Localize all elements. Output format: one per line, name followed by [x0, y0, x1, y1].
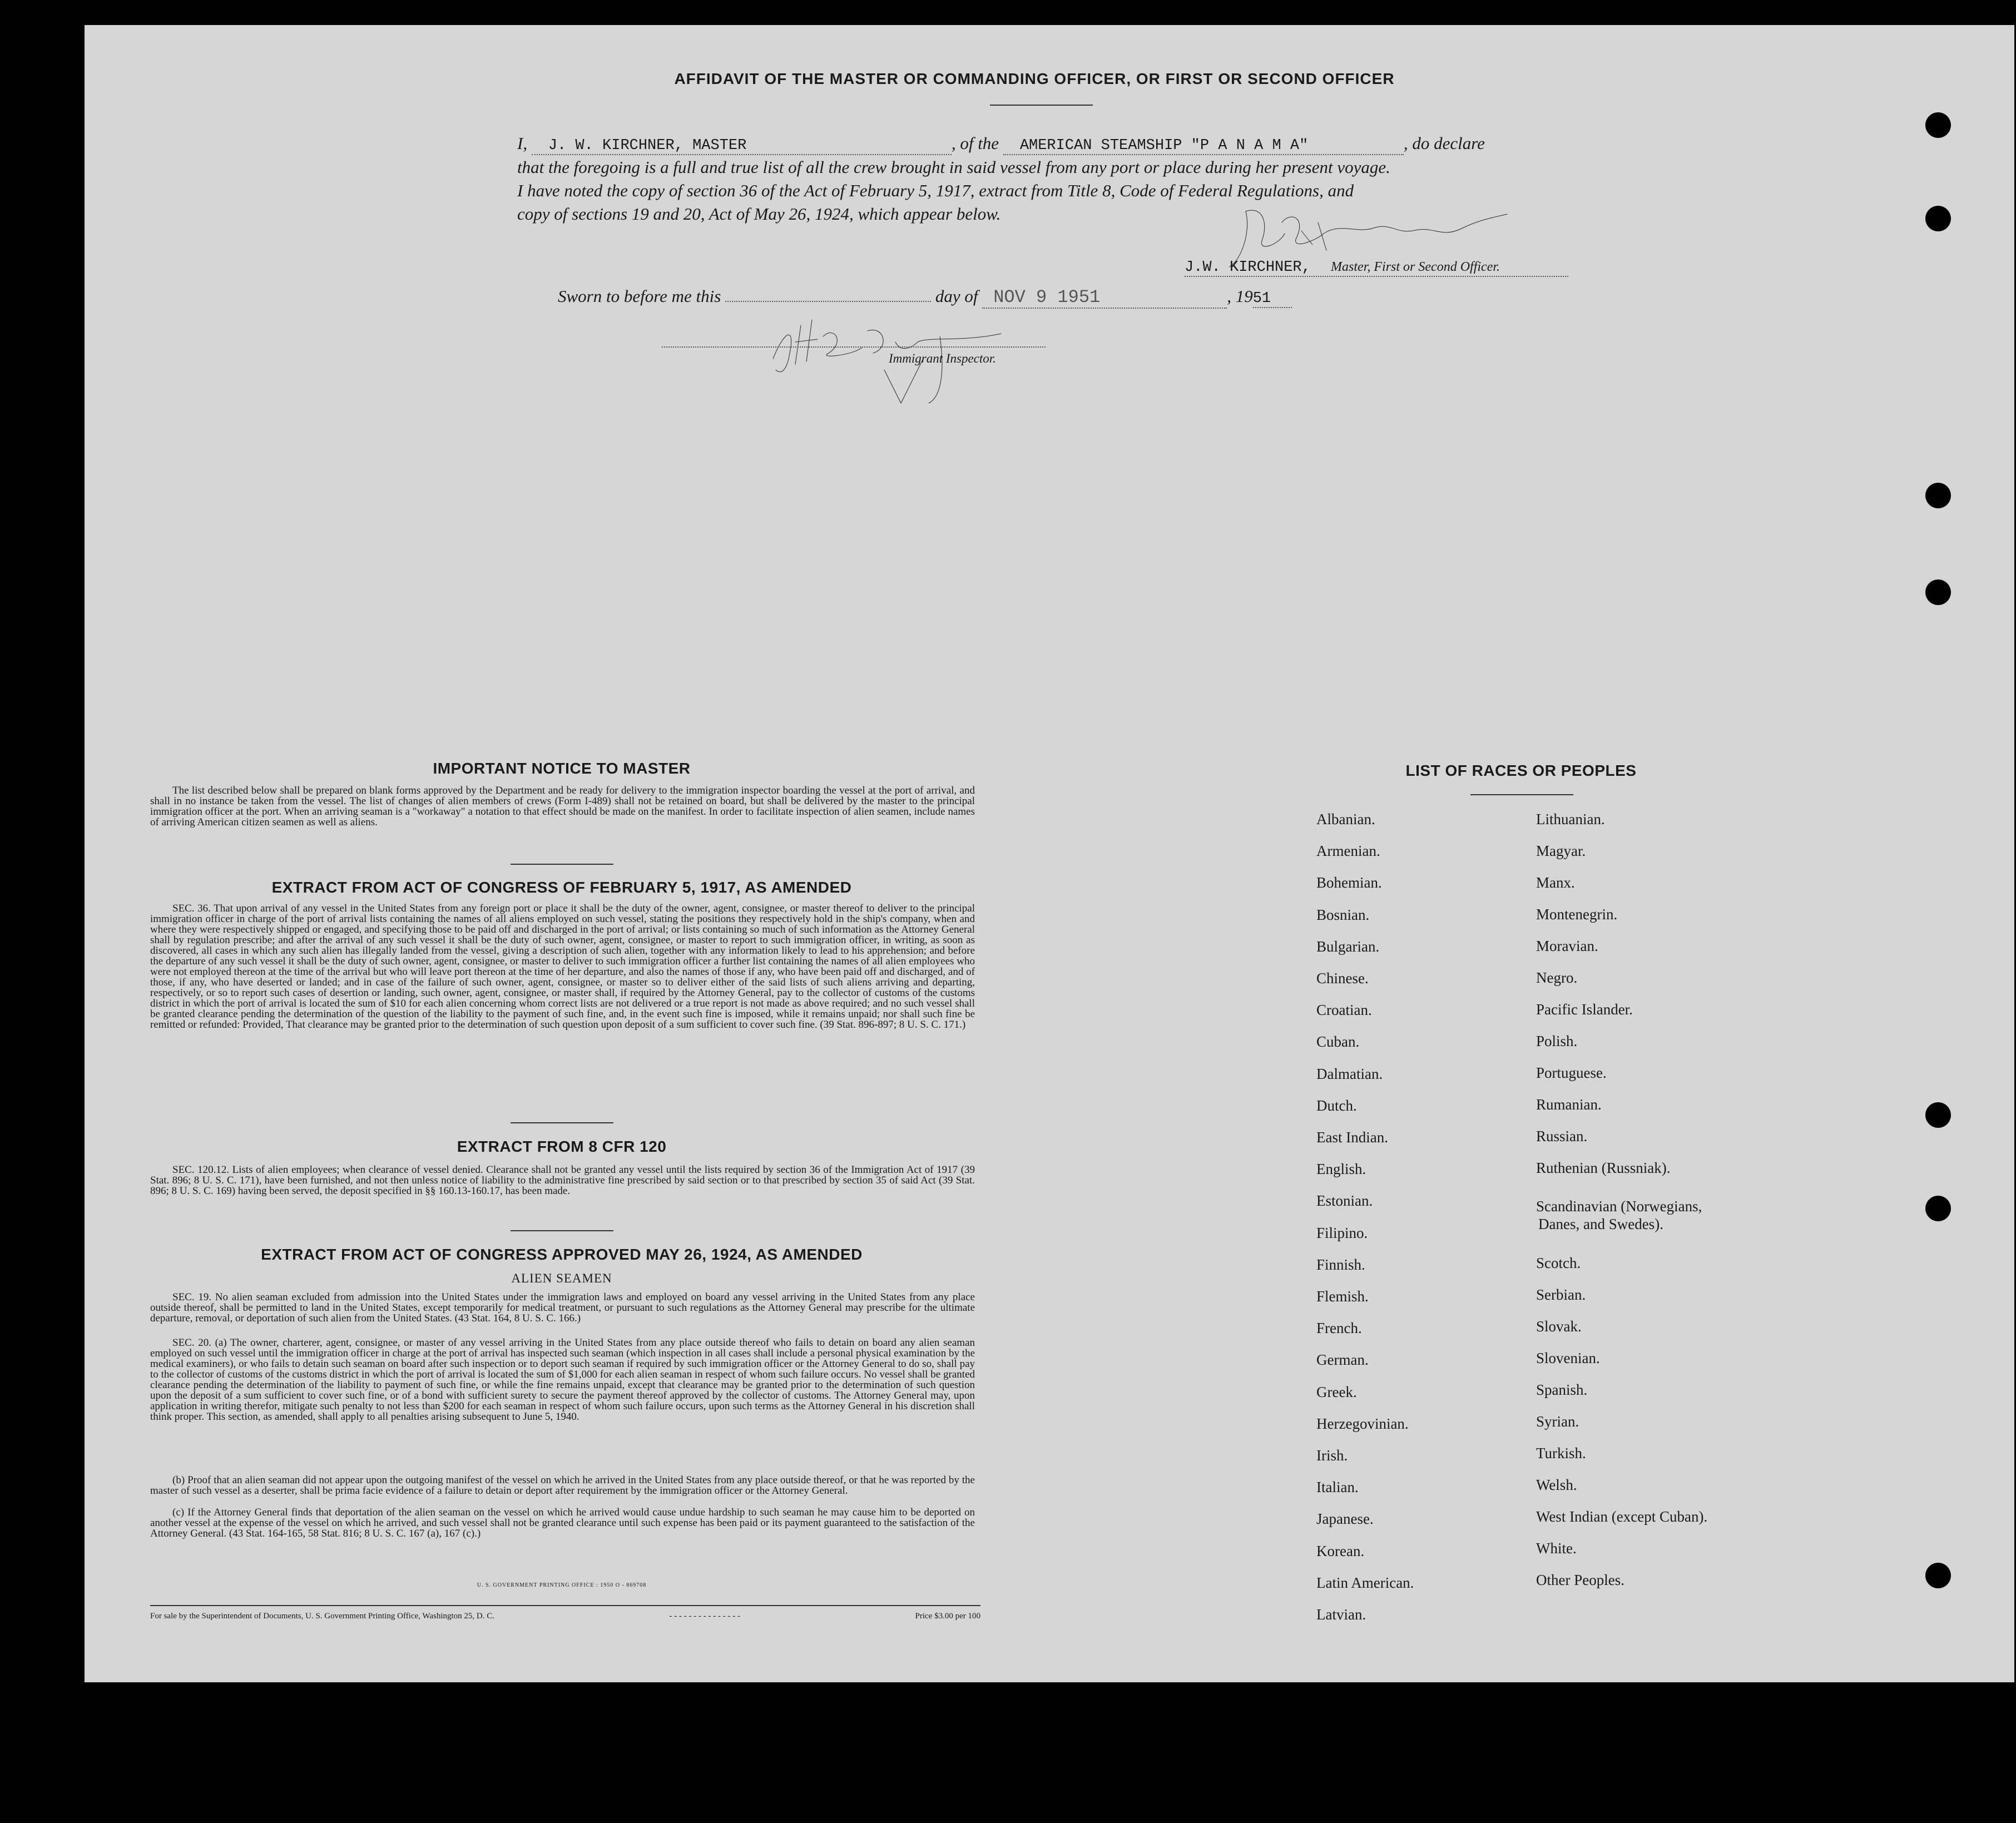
sworn-day-blank: [725, 301, 931, 302]
race-item: Italian.: [1316, 1479, 1359, 1496]
race-item: West Indian (except Cuban).: [1536, 1508, 1708, 1525]
race-item: Latin American.: [1316, 1574, 1414, 1591]
inspector-signature-line: [662, 346, 1046, 348]
extract-1924-section-20b: (b) Proof that an alien seaman did not appear upon the outgoing manifest of the vessel on which he arrived in the United States from any place outside thereof, or that he was reported by the master of such vessel as a deserter, shall be prima facie evidence of a failure to detain or deport after requirement by the immigration officer or the Attorney General.: [150, 1474, 975, 1497]
vessel-name-field: AMERICAN STEAMSHIP "P A N A M A": [1003, 137, 1404, 155]
race-item: Japanese.: [1316, 1510, 1374, 1528]
punch-hole: [1925, 579, 1951, 605]
race-item: English.: [1316, 1161, 1366, 1178]
footer-left: For sale by the Superintendent of Documents, U. S. Government Printing Office, Washington 25, D. C.: [150, 1612, 494, 1621]
race-item: Russian.: [1536, 1128, 1588, 1145]
extract-cfr-body: SEC. 120.12. Lists of alien employees; when clearance of vessel denied. Clearance shall not be granted any vessel until the lists required by section 36 of the Immigration Act of 1917 (39 Stat. 896; 8 U. S. C. 171), have been furnished, and not then unless notice of liability to the administrative fine prescribed by said section or to that prescribed by section 35 of said Act (39 Stat. 896; 8 U. S. C. 169) having been served, the deposit specified in §§ 160.13-160.17, has been made.: [150, 1164, 975, 1197]
races-title-rule: [1470, 794, 1573, 795]
divider: [511, 1230, 613, 1231]
notice-title: IMPORTANT NOTICE TO MASTER: [433, 760, 691, 777]
race-item: Pacific Islander.: [1536, 1001, 1633, 1018]
alien-seamen-subtitle: ALIEN SEAMEN: [511, 1271, 612, 1285]
race-item: Ruthenian (Russniak).: [1536, 1160, 1671, 1176]
race-item: Turkish.: [1536, 1445, 1586, 1462]
race-item: Scandinavian (Norwegians,: [1536, 1198, 1702, 1215]
sworn-line: [558, 286, 1292, 309]
race-item: Serbian.: [1536, 1286, 1586, 1303]
race-item: Estonian.: [1316, 1192, 1373, 1210]
race-item: East Indian.: [1316, 1129, 1388, 1146]
race-item: Bulgarian.: [1316, 938, 1380, 955]
race-item: Danes, and Swedes).: [1538, 1216, 1663, 1232]
race-item: White.: [1536, 1540, 1577, 1557]
footer-price: Price $3.00 per 100: [915, 1612, 980, 1621]
race-item: French.: [1316, 1320, 1362, 1337]
signer-role: Master, First or Second Officer.: [1331, 260, 1500, 274]
race-item: Other Peoples.: [1536, 1572, 1624, 1588]
race-item: Armenian.: [1316, 843, 1380, 860]
master-name-field: J. W. KIRCHNER, MASTER: [532, 137, 952, 155]
race-item: German.: [1316, 1351, 1369, 1369]
affidavit-line-3: I have noted the copy of section 36 of the Act of February 5, 1917, extract from Title 8, Code of Federal Regulations, and: [517, 181, 1354, 200]
race-item: Greek.: [1316, 1383, 1357, 1400]
race-item: Flemish.: [1316, 1288, 1369, 1305]
punch-hole: [1925, 483, 1951, 508]
extract-1917-body: SEC. 36. That upon arrival of any vessel in the United States from any foreign port or place it shall be the duty of the owner, agent, consignee, or master thereof to deliver to the principal immigration officer in charge of the port of arrival lists containing the names of all aliens employed on such vessel, stating the positions they respectively hold in the ship's company, when and where they were respectively shipped or engaged, and specifying those to be paid off and discharged in the port of arrival; or lists containing so much of such information as the Attorney General shall by regulation prescribe; and after the arrival of any such vessel it shall be the duty of such owner, agent, consignee, or master to report to such immigration officer, in writing, as soon as discovered, all cases in which any such alien has illegally landed from the vessel, giving a description of such alien, together with any information likely to lead to his apprehension; and before the departure of any such vessel it shall be the duty of such owner, agent, consignee, or master to deliver to such immigration officer a further list containing the names of all alien employees who were not employed thereon at the time of the arrival but who will leave port thereon at the time of her departure, and also the names of those if any, who have been paid off and discharged, and of those, if any, who have deserted or landed; and in case of the failure of such owner, agent, consignee, or master so to deliver either of the said lists of such aliens arriving and departing, respectively, or so to report such cases of desertion or landing, such owner, agent, consignee, or master shall, if required by the Attorney General, pay to the collector of customs of the customs district in which the port of arrival is located the sum of $10 for each alien concerning whom correct lists are not delivered or a true report is not made as above required; and no such vessel shall be granted clearance pending the determination of the question of the liability to the payment of such fine, and, in the event such fine is imposed, while it remains unpaid; nor shall such fine be remitted or refunded: Provided, That clearance may be granted prior to the determination of such question upon deposit of a sum sufficient to cover such fine. (39 Stat. 896-897; 8 U. S. C. 171.): [150, 903, 975, 1031]
race-item: Albanian.: [1316, 811, 1375, 828]
race-item: Dutch.: [1316, 1097, 1357, 1114]
race-item: Herzegovinian.: [1316, 1415, 1409, 1432]
race-item: Slovenian.: [1536, 1350, 1600, 1366]
race-item: Moravian.: [1536, 938, 1598, 954]
race-item: Polish.: [1536, 1033, 1578, 1049]
i-word: I,: [517, 133, 528, 153]
year-prefix: , 19: [1227, 286, 1253, 306]
race-item: Slovak.: [1536, 1318, 1582, 1335]
race-item: Spanish.: [1536, 1381, 1588, 1398]
race-item: Syrian.: [1536, 1413, 1579, 1430]
of-the-text: , of the: [951, 133, 999, 153]
extract-1917-title: EXTRACT FROM ACT OF CONGRESS OF FEBRUARY 5, 1917, AS AMENDED: [271, 879, 852, 896]
divider: [511, 864, 613, 865]
punch-hole: [1925, 206, 1951, 231]
divider: [511, 1122, 613, 1123]
inspector-label: Immigrant Inspector.: [889, 351, 996, 365]
footer-sale-note: [150, 1612, 980, 1621]
punch-hole: [1925, 1563, 1951, 1588]
race-item: Korean.: [1316, 1542, 1365, 1559]
race-item: Croatian.: [1316, 1002, 1372, 1019]
signer-name: J.W. KIRCHNER,: [1185, 259, 1311, 276]
affidavit-title: AFFIDAVIT OF THE MASTER OR COMMANDING OFFICER, OR FIRST OR SECOND OFFICER: [674, 70, 1395, 87]
extract-cfr-title: EXTRACT FROM 8 CFR 120: [457, 1138, 667, 1155]
race-item: Bohemian.: [1316, 874, 1382, 891]
race-item: Magyar.: [1536, 843, 1586, 859]
race-item: Negro.: [1536, 969, 1578, 986]
race-item: Portuguese.: [1536, 1064, 1607, 1081]
footer-dots: - - - - - - - - - - - - - - -: [669, 1612, 740, 1621]
printing-office-imprint: U. S. GOVERNMENT PRINTING OFFICE : 1950 O - 869708: [477, 1582, 647, 1588]
race-item: Manx.: [1536, 874, 1575, 891]
race-item: Rumanian.: [1536, 1096, 1602, 1113]
punch-hole: [1925, 112, 1951, 138]
race-item: Finnish.: [1316, 1256, 1365, 1273]
race-item: Latvian.: [1316, 1606, 1366, 1623]
affidavit-line-4: copy of sections 19 and 20, Act of May 26, 1924, which appear below.: [517, 204, 1001, 224]
race-item: Dalmatian.: [1316, 1065, 1383, 1082]
race-item: Irish.: [1316, 1447, 1348, 1464]
do-declare-text: , do declare: [1403, 133, 1485, 153]
race-item: Chinese.: [1316, 970, 1369, 987]
day-of-text: day of: [935, 286, 978, 306]
race-item: Scotch.: [1536, 1255, 1581, 1271]
notice-body: The list described below shall be prepared on blank forms approved by the Department and be ready for delivery to the immigration inspector boarding the vessel at the port of arrival, and shall in no instance be taken from the vessel. The list of changes of alien members of crews (Form I-489) shall not be retained on board, but shall be delivered by the master to the principal immigration officer at the port. When an arriving seaman is a "workaway" a notation to that effect should be made on the manifest. In order to facilitate inspection of alien seamen, include names of arriving American citizen seamen as well as aliens.: [150, 785, 975, 828]
extract-1924-section-20c: (c) If the Attorney General finds that deportation of the alien seaman on the vessel on which he arrived would cause undue hardship to such seaman he may cause him to be deported on another vessel at the expense of the vessel on which he arrived, and such vessel shall not be granted clearance until such expense has been paid or its payment guaranteed to the satisfaction of the Attorney General. (43 Stat. 164-165, 58 Stat. 816; 8 U. S. C. 167 (a), 167 (c).): [150, 1507, 975, 1539]
race-item: Cuban.: [1316, 1033, 1360, 1051]
punch-hole: [1925, 1102, 1951, 1128]
title-rule: [990, 105, 1093, 106]
punch-hole: [1925, 1196, 1951, 1221]
document-page: [85, 25, 2014, 1682]
extract-1924-title: EXTRACT FROM ACT OF CONGRESS APPROVED MAY 26, 1924, AS AMENDED: [261, 1246, 863, 1263]
sworn-text: Sworn to before me this: [558, 286, 721, 306]
footer-rule: [150, 1605, 980, 1606]
stamp-date: NOV 9 1951: [982, 287, 1227, 309]
extract-1924-section-19: SEC. 19. No alien seaman excluded from admission into the United States under the immigration laws and employed on board any vessel arriving in the United States from any place outside thereof, shall be permitted to land in the United States, except temporarily for medical treatment, or pursuant to such regulations as the Attorney General may prescribe for the ultimate departure, removal, or deportation of such alien from the United States. (43 Stat. 164, 8 U. S. C. 166.): [150, 1291, 975, 1324]
race-item: Lithuanian.: [1536, 811, 1605, 828]
race-item: Filipino.: [1316, 1224, 1368, 1241]
races-title: LIST OF RACES OR PEOPLES: [1405, 762, 1637, 779]
signer-typed-name: [1185, 259, 1568, 277]
race-item: Bosnian.: [1316, 906, 1370, 923]
extract-1924-section-20a: SEC. 20. (a) The owner, charterer, agent, consignee, or master of any vessel arriving in the United States from any place outside thereof who fails to detain on board any alien seaman employed on such vessel until the immigration officer in charge at the port of arrival has inspected such seaman (which inspection in all cases shall include a personal physical examination by the medical examiners), or who fails to detain such seaman on board after such inspection or to deport such seaman if required by such immigration officer or the Attorney General to do so, shall pay to the collector of customs of the customs district in which the port of arrival is located the sum of $1,000 for each alien seaman in respect of whom such failure occurs. No vessel shall be granted clearance pending the determination of the liability to payment of such fine, or while the fine remains unpaid, except that clearance may be granted prior to the determination of such question upon the deposit of a sum sufficient to cover such fine, or of a bond with sufficient surety to secure the payment thereof approved by the collector of customs. The Attorney General may, upon application in writing therefor, mitigate such penalty to not less than $200 for each seaman in respect of whom such failure occurs, upon such terms as the Attorney General in his discretion shall think proper. This section, as amended, shall apply to all penalties arising subsequent to June 5, 1940.: [150, 1337, 975, 1423]
affidavit-line-1: [517, 133, 1574, 155]
race-item: Montenegrin.: [1536, 906, 1618, 923]
affidavit-line-2: that the foregoing is a full and true list of all the crew brought in said vessel from any port or place during her present voyage.: [517, 157, 1390, 177]
race-item: Welsh.: [1536, 1477, 1577, 1493]
year-value: 51: [1253, 290, 1292, 308]
